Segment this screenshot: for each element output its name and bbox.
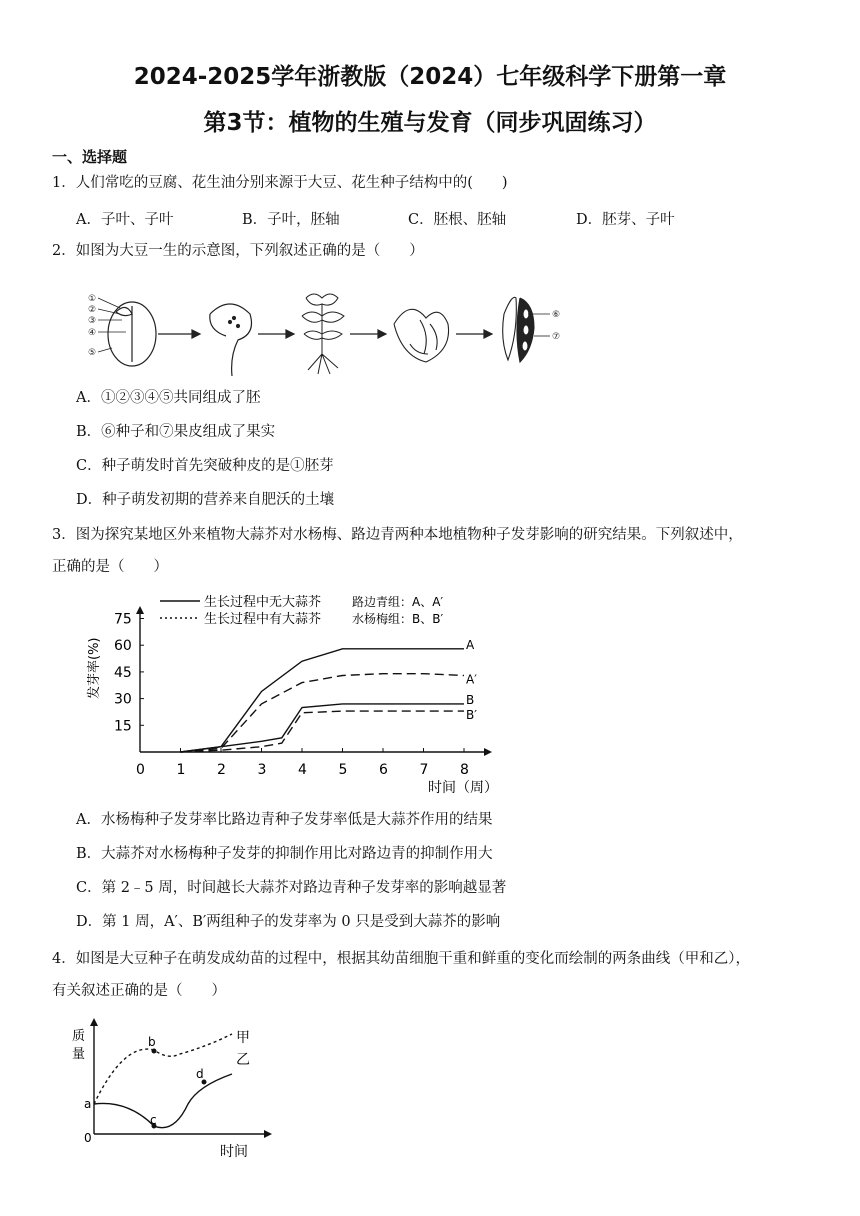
q3-option-d: D．第 1 周，A′、B′两组种子的发芽率为 0 只是受到大蒜芥的影响 xyxy=(76,914,501,930)
x-axis-arrow xyxy=(264,1130,272,1138)
curve-jia xyxy=(94,1034,232,1104)
y-tick-label: 30 xyxy=(114,691,132,708)
q1-option-c: C．胚根、胚轴 xyxy=(408,212,507,228)
label-6: ⑥ xyxy=(552,310,561,320)
q1-option-a: A．子叶、子叶 xyxy=(76,212,174,228)
soybean-plant xyxy=(302,294,344,374)
point-b xyxy=(152,1049,157,1054)
arrow-2 xyxy=(258,330,294,338)
x-tick-label: 0 xyxy=(136,762,145,778)
series-label-1: A′ xyxy=(466,672,477,687)
y-tick-label: 60 xyxy=(114,638,132,655)
soybean-lifecycle-figure xyxy=(80,284,600,380)
label-4: ④ xyxy=(88,328,97,338)
mass-change-chart xyxy=(68,1016,278,1166)
x-axis-arrow xyxy=(484,748,492,756)
y-axis-arrow xyxy=(136,606,144,614)
series-label-2: B xyxy=(466,692,475,707)
germinating-seed xyxy=(210,304,252,376)
series-label-jia: 甲 xyxy=(236,1030,250,1046)
y-axis-label: 发芽率(%) xyxy=(87,637,102,699)
x-axis-label: 时间 xyxy=(220,1144,248,1160)
label-5: ⑤ xyxy=(88,348,97,358)
q1-option-b: B．子叶，胚轴 xyxy=(242,212,340,228)
q3-option-c: C．第 2﹣5 周，时间越长大蒜芥对路边青种子发芽率的影响越显著 xyxy=(76,880,507,896)
question-1-stem: 1．人们常吃的豆腐、花生油分别来源于大豆、花生种子结构中的( ) xyxy=(52,175,508,191)
question-2-stem: 2．如图为大豆一生的示意图，下列叙述正确的是（ ） xyxy=(52,243,424,259)
q3-option-a: A．水杨梅种子发芽率比路边青种子发芽率低是大蒜芥作用的结果 xyxy=(76,812,493,828)
y-axis-arrow xyxy=(90,1018,98,1026)
legend-dotted-label: 生长过程中有大蒜芥 xyxy=(204,612,322,627)
page-title: 2024-2025学年浙教版（2024）七年级科学下册第一章 xyxy=(133,64,727,90)
x-tick-label: 5 xyxy=(338,762,348,778)
legend-group2: 水杨梅组：B、B′ xyxy=(352,612,444,626)
origin-label: 0 xyxy=(84,1131,92,1145)
flower-diagram xyxy=(394,309,449,362)
x-axis-label: 时间（周） xyxy=(428,780,498,796)
question-4-stem-line2: 有关叙述正确的是（ ） xyxy=(52,983,226,999)
label-2: ② xyxy=(88,305,97,315)
x-tick-label: 4 xyxy=(298,762,307,778)
legend-solid-label: 生长过程中无大蒜芥 xyxy=(204,595,322,610)
y-label-char2: 量 xyxy=(72,1047,86,1062)
arrow-3 xyxy=(350,330,386,338)
point-label-b: b xyxy=(148,1035,156,1049)
point-label-d: d xyxy=(196,1067,204,1081)
section-heading: 一、选择题 xyxy=(52,148,128,166)
question-3-stem-line2: 正确的是（ ） xyxy=(52,559,168,575)
x-tick-label: 2 xyxy=(217,762,226,778)
point-label-a: a xyxy=(84,1097,92,1111)
q2-option-b: B．⑥种子和⑦果皮组成了果实 xyxy=(76,424,276,440)
series-label-yi: 乙 xyxy=(236,1052,250,1068)
x-tick-label: 7 xyxy=(419,762,429,778)
arrow-4 xyxy=(456,330,492,338)
germination-rate-chart xyxy=(76,584,516,800)
series-line-0 xyxy=(181,649,465,752)
question-4-stem-line1: 4．如图是大豆种子在萌发成幼苗的过程中，根据其幼苗细胞干重和鲜重的变化而绘制的两条曲线（甲和乙）， xyxy=(52,951,750,967)
series-label-0: A xyxy=(466,637,475,652)
point-label-c: c xyxy=(150,1113,157,1127)
y-tick-label: 75 xyxy=(114,611,132,628)
q3-option-b: B．大蒜芥对水杨梅种子发芽的抑制作用比对路边青的抑制作用大 xyxy=(76,846,493,862)
series-label-3: B′ xyxy=(466,708,477,723)
q1-option-d: D．胚芽、子叶 xyxy=(576,212,675,228)
label-7: ⑦ xyxy=(552,332,561,342)
x-tick-label: 8 xyxy=(460,762,469,778)
series-line-1 xyxy=(181,674,465,752)
arrow-1 xyxy=(158,330,200,338)
curve-yi xyxy=(94,1074,232,1128)
question-3-stem-line1: 3．图为探究某地区外来植物大蒜芥对水杨梅、路边青两种本地植物种子发芽影响的研究结果。下列叙述中， xyxy=(52,527,743,543)
label-1: ① xyxy=(88,294,97,304)
legend-group1: 路边青组：A、A′ xyxy=(352,595,444,609)
page-subtitle: 第3节：植物的生殖与发育（同步巩固练习） xyxy=(203,110,657,136)
pod-diagram xyxy=(503,297,534,362)
q2-option-a: A．①②③④⑤共同组成了胚 xyxy=(76,390,261,406)
label-3: ③ xyxy=(88,316,97,326)
x-tick-label: 1 xyxy=(176,762,186,778)
x-tick-label: 6 xyxy=(379,762,388,778)
q2-option-c: C．种子萌发时首先突破种皮的是①胚芽 xyxy=(76,458,334,474)
q2-option-d: D．种子萌发初期的营养来自肥沃的土壤 xyxy=(76,492,335,508)
y-tick-label: 45 xyxy=(114,664,132,681)
x-tick-label: 3 xyxy=(257,762,267,778)
y-label-char1: 质 xyxy=(72,1029,86,1044)
seed-diagram xyxy=(108,302,156,366)
y-tick-label: 15 xyxy=(114,718,132,735)
